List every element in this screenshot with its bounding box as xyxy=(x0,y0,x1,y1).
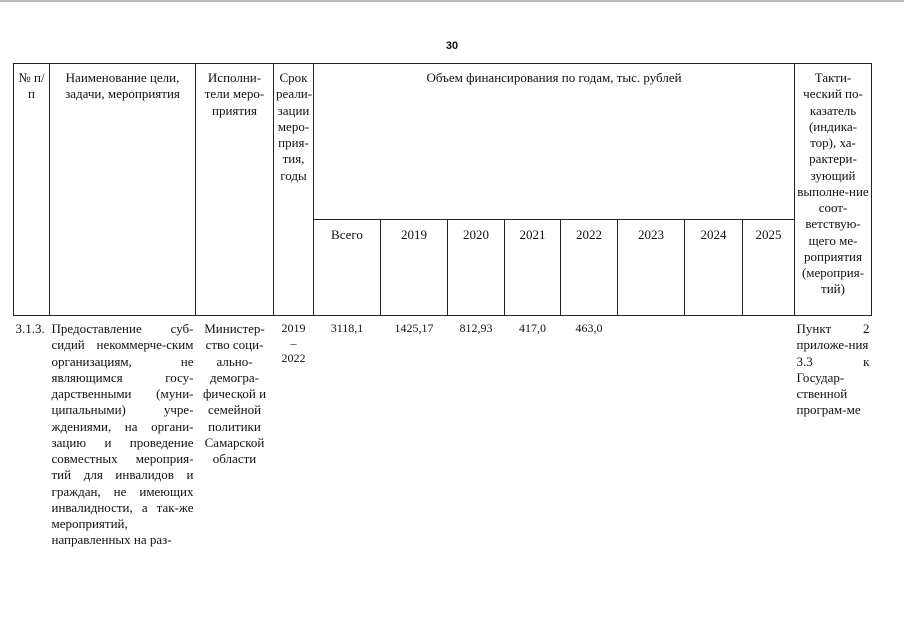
financing-table xyxy=(13,63,872,549)
header-year: 2021 xyxy=(505,220,561,316)
row-indicator: Пункт 2 приложе-ния 3.3 к Государ-ственной програм-ме xyxy=(796,321,870,418)
table-row xyxy=(14,316,872,549)
row-value xyxy=(618,316,685,549)
header-name: Наименование цели, задачи, мероприятия xyxy=(50,64,196,316)
header-executor: Исполни-тели меро-приятия xyxy=(196,64,274,316)
header-year: 2023 xyxy=(618,220,685,316)
row-number: 3.1.3. xyxy=(15,321,45,336)
term-start: 2019 xyxy=(281,321,306,335)
header-term: Срок реали-зации меро-прия-тия, годы xyxy=(274,64,314,316)
header-year: 2022 xyxy=(561,220,618,316)
row-value xyxy=(743,316,795,549)
header-indicator: Такти-ческий по-казатель (индика-тор), ха-рактери-зующий выполне-ние соот-ветствую-щего ме-роприятия (мероприя-тий) xyxy=(795,64,872,316)
term-end: 2022 xyxy=(281,351,306,365)
header-year: 2024 xyxy=(685,220,743,316)
row-value: 1425,17 xyxy=(394,321,434,335)
row-value xyxy=(685,316,743,549)
row-value: 417,0 xyxy=(519,321,546,335)
header-year: 2019 xyxy=(381,220,448,316)
row-value: 812,93 xyxy=(459,321,493,335)
header-year: 2025 xyxy=(743,220,795,316)
row-term xyxy=(274,316,314,549)
row-executor: Министер-ство соци-ально-демогра-фической и семейной политики Самарской области xyxy=(202,321,267,466)
row-total: 3118,1 xyxy=(330,321,364,335)
header-year: 2020 xyxy=(448,220,505,316)
top-border-line xyxy=(0,0,904,2)
term-dash: – xyxy=(290,336,297,350)
header-financing: Объем финансирования по годам, тыс. рублей xyxy=(314,64,795,220)
header-total: Всего xyxy=(314,220,381,316)
row-name: Предоставление суб-сидий некоммерче-ским организациям, не являющимся госу-дарственными (муни-ципальными) учре-ждениями, на органи-зацию и проведение совместных мероприя-тий для инвалидов и граждан, не имеющих инвалидности, а так-же мероприятий, направленных на раз- xyxy=(51,321,194,548)
header-number: № п/п xyxy=(14,64,50,316)
page-number: 30 xyxy=(445,40,459,52)
row-value: 463,0 xyxy=(575,321,603,335)
